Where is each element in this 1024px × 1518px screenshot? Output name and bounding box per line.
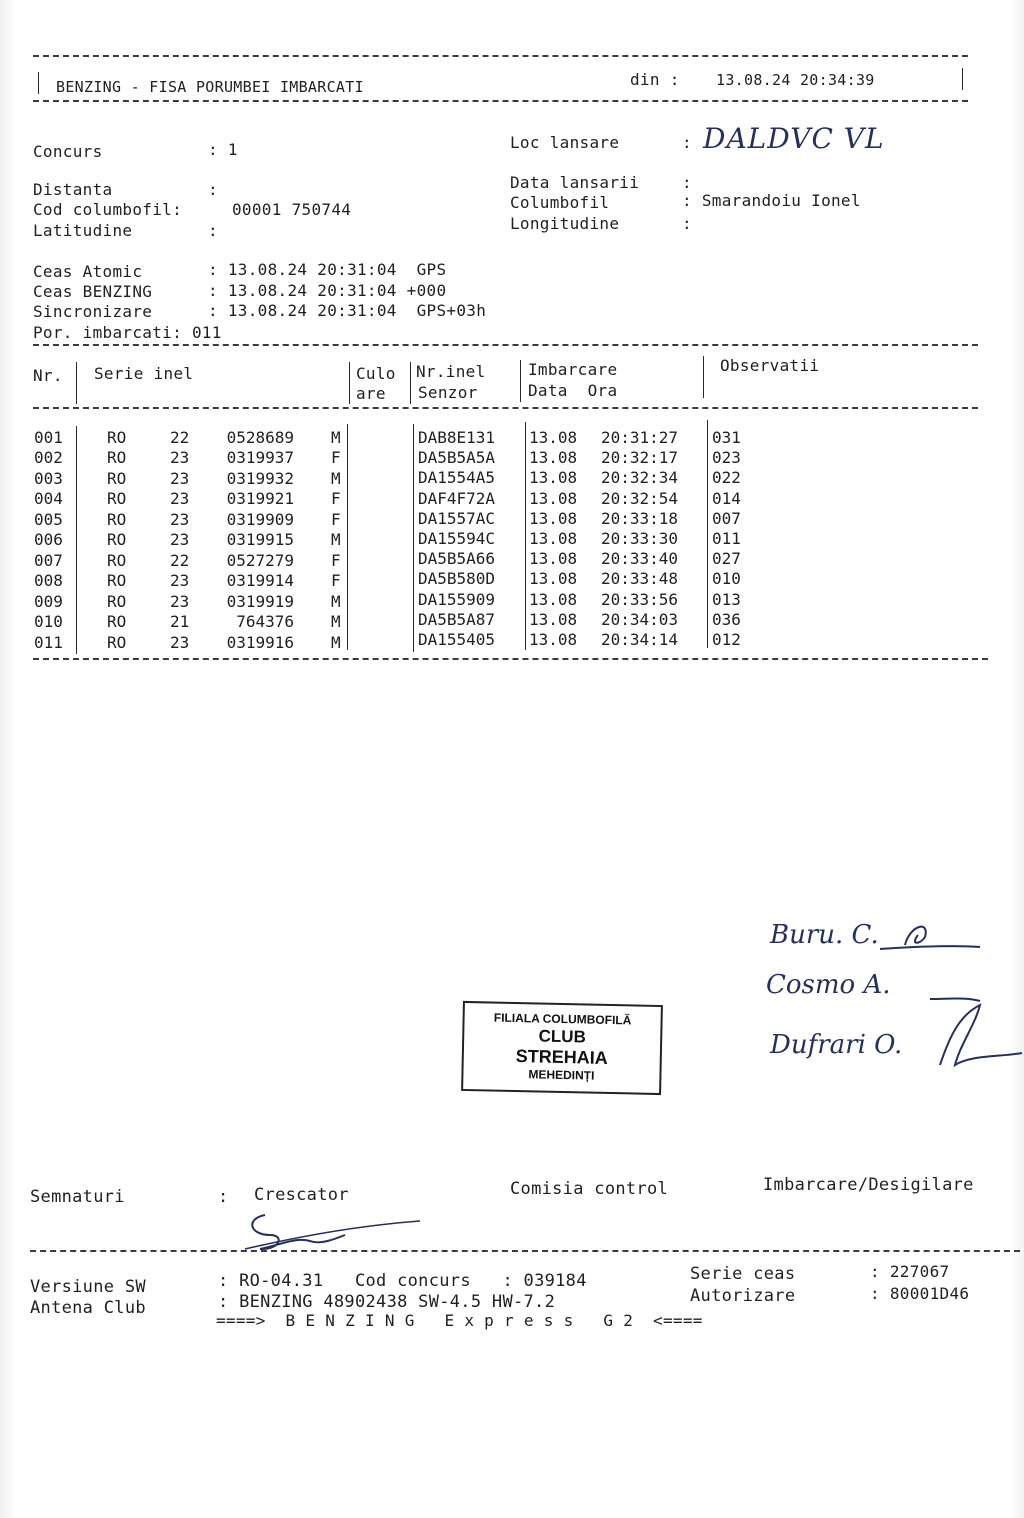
cell-nr: 011 (34, 632, 63, 652)
body-sep-serie (347, 424, 348, 650)
versiune-label: Versiune SW (30, 1277, 146, 1297)
cell-tara: RO (107, 571, 127, 591)
semnaturi-label: Semnaturi (30, 1187, 125, 1207)
signature-1-underline (880, 946, 980, 949)
cell-an: 23 (170, 489, 190, 509)
columbofil-value: : Smarandoiu Ionel (682, 191, 861, 210)
benzing-express-line: ====> B E N Z I N G E x p r e s s G 2 <==== (216, 1311, 703, 1330)
signature-3-mark (940, 1005, 1022, 1065)
table-row (0, 489, 1000, 510)
comisia-label: Comisia control (510, 1179, 669, 1199)
cell-senzor: DAB8E131 (418, 428, 496, 447)
cell-senzor: DA1557AC (418, 508, 496, 528)
col-header-culoare-1: Culo (356, 364, 396, 383)
cell-inel: 0319921 (226, 489, 294, 509)
loc-lansare-label: Loc lansare (510, 133, 620, 152)
cell-senzor: DA155405 (418, 630, 496, 649)
cell-observatii: 031 (712, 428, 741, 447)
distanta-label: Distanta (33, 180, 113, 199)
footer-top-rule (30, 1250, 1020, 1252)
cell-senzor: DA155909 (418, 589, 496, 609)
cell-tara: RO (107, 428, 127, 447)
table-row (0, 551, 1000, 572)
cell-an: 23 (170, 448, 190, 468)
concurs-value: : 1 (208, 140, 238, 159)
cell-ora: 20:32:54 (601, 488, 679, 508)
cell-tara: RO (107, 448, 127, 468)
cell-inel: 0319919 (226, 591, 294, 611)
table-row (0, 609, 1000, 633)
cell-data: 13.08 (529, 609, 578, 629)
cell-observatii: 022 (712, 468, 741, 488)
cell-senzor: DA5B5A87 (418, 609, 496, 629)
cell-inel: 0319916 (226, 632, 294, 652)
cell-an: 23 (170, 509, 190, 529)
table-bottom-rule (33, 658, 988, 660)
header-din-value: 13.08.24 20:34:39 (716, 71, 875, 89)
header-din-label: din : (630, 70, 680, 89)
col-header-serie-inel: Serie inel (94, 364, 194, 383)
cell-nr: 006 (34, 530, 63, 550)
cell-senzor: DA1554A5 (418, 468, 496, 488)
table-body (0, 0, 1024, 700)
cell-data: 13.08 (529, 488, 578, 508)
cell-nr: 001 (34, 428, 63, 447)
cell-data: 13.08 (529, 468, 578, 488)
cell-ora: 20:33:18 (601, 508, 679, 528)
ceas-atomic-value: : 13.08.24 20:31:04 GPS (208, 260, 447, 279)
cell-an: 23 (170, 468, 190, 488)
cell-ora: 20:33:30 (601, 529, 679, 548)
cell-data: 13.08 (529, 630, 578, 649)
cell-sex: F (331, 550, 341, 570)
antena-label: Antena Club (30, 1298, 146, 1318)
cell-sex: F (331, 489, 341, 509)
cell-observatii: 036 (712, 609, 741, 629)
table-row (0, 530, 1000, 551)
cell-tara: RO (107, 632, 127, 652)
cell-senzor: DA5B5A5A (418, 448, 496, 468)
cell-data: 13.08 (529, 448, 578, 468)
cell-inel: 0319914 (226, 571, 294, 591)
body-sep-imbarcare (707, 420, 708, 648)
cell-inel: 0527279 (226, 550, 294, 570)
imbarcare-desigilare-label: Imbarcare/Desigilare (763, 1175, 974, 1195)
cell-data: 13.08 (529, 549, 578, 569)
stamp-line-2: CLUB (538, 1026, 587, 1047)
crescator-label: Crescator (254, 1185, 349, 1205)
cell-an: 22 (170, 550, 190, 570)
table-row (0, 510, 1000, 531)
versiune-value: : RO-04.31 Cod concurs : 039184 (218, 1271, 587, 1291)
signature-1: Buru. C. (770, 920, 879, 950)
cell-nr: 004 (34, 489, 63, 509)
signature-2-underline (930, 999, 980, 1002)
cell-senzor: DA15594C (418, 529, 496, 548)
semnaturi-colon: : (218, 1187, 229, 1207)
cell-sex: F (331, 571, 341, 591)
cell-ora: 20:32:34 (601, 468, 679, 488)
cell-ora: 20:34:03 (601, 609, 679, 629)
col-header-nr-inel-2: Senzor (418, 383, 478, 402)
cell-inel: 0319937 (226, 448, 294, 468)
cell-an: 21 (170, 612, 190, 632)
cell-tara: RO (107, 468, 127, 488)
cell-ora: 20:33:48 (601, 569, 679, 589)
cell-nr: 002 (34, 448, 63, 468)
cell-data: 13.08 (529, 569, 578, 589)
signature-2: Cosmo A. (766, 970, 891, 1000)
concurs-label: Concurs (33, 142, 103, 161)
cell-ora: 20:32:17 (601, 448, 679, 468)
cell-ora: 20:33:40 (601, 549, 679, 569)
longitudine-colon: : (682, 214, 692, 233)
cell-tara: RO (107, 530, 127, 550)
cell-sex: M (331, 468, 341, 488)
cell-senzor: DAF4F72A (418, 488, 496, 508)
cell-data: 13.08 (529, 428, 578, 447)
col-header-culoare-2: are (356, 384, 386, 403)
por-imbarcati-label: Por. imbarcati: 011 (33, 323, 222, 342)
cell-tara: RO (107, 509, 127, 529)
cell-data: 13.08 (529, 508, 578, 528)
serie-ceas-value: : 227067 (870, 1262, 950, 1281)
cell-sex: F (331, 448, 341, 468)
sincronizare-label: Sincronizare (33, 302, 153, 321)
cell-inel: 0319932 (226, 468, 294, 488)
cell-an: 22 (170, 428, 190, 447)
ceas-atomic-label: Ceas Atomic (33, 262, 143, 281)
cell-senzor: DA5B5A66 (418, 549, 496, 569)
latitudine-colon: : (208, 221, 218, 240)
cell-an: 23 (170, 530, 190, 550)
cell-tara: RO (107, 550, 127, 570)
cell-observatii: 012 (712, 630, 741, 649)
col-header-imbarcare-2: Data Ora (528, 381, 618, 400)
loc-lansare-colon: : (682, 133, 692, 152)
longitudine-label: Longitudine (510, 214, 620, 233)
col-header-imbarcare-1: Imbarcare (528, 360, 618, 379)
ceas-benzing-value: : 13.08.24 20:31:04 +000 (208, 281, 447, 300)
ceas-benzing-label: Ceas BENZING (33, 282, 153, 301)
crescator-signature (225, 1205, 425, 1265)
cell-observatii: 010 (712, 569, 741, 589)
cell-data: 13.08 (529, 529, 578, 548)
cell-inel: 764376 (236, 612, 294, 632)
cell-sex: M (331, 530, 341, 550)
stamp-line-1: FILIALA COLUMBOFILĂ (493, 1010, 632, 1028)
cell-nr: 008 (34, 571, 63, 591)
cell-an: 23 (170, 591, 190, 611)
cod-columbofil-label: Cod columbofil: (33, 200, 182, 219)
cell-nr: 009 (34, 591, 63, 611)
cell-ora: 20:33:56 (601, 589, 679, 609)
body-sep-senzor (525, 422, 526, 650)
cell-observatii: 011 (712, 529, 741, 548)
cell-senzor: DA5B580D (418, 569, 496, 589)
cell-inel: 0319915 (226, 530, 294, 550)
cell-sex: M (331, 632, 341, 652)
body-sep-nr (76, 426, 77, 654)
cell-observatii: 027 (712, 549, 741, 569)
cell-inel: 0528689 (226, 428, 294, 447)
cell-sex: M (331, 428, 341, 447)
serie-ceas-label: Serie ceas (690, 1264, 796, 1284)
loc-lansare-handwritten: DALDVC VL (703, 122, 885, 155)
table-row (0, 428, 1000, 449)
table-row (0, 589, 1000, 613)
cell-nr: 007 (34, 550, 63, 570)
cod-columbofil-value: 00001 750744 (232, 200, 352, 219)
table-row (0, 448, 1000, 469)
cell-observatii: 013 (712, 589, 741, 609)
cell-nr: 010 (34, 612, 63, 632)
cell-an: 23 (170, 632, 190, 652)
col-header-nr: Nr. (33, 366, 63, 385)
table-row (0, 469, 1000, 490)
cell-observatii: 014 (712, 488, 741, 508)
cell-sex: M (331, 612, 341, 632)
club-stamp (461, 1001, 663, 1095)
cell-inel: 0319909 (226, 509, 294, 529)
cell-observatii: 023 (712, 448, 741, 468)
header-title: BENZING - FISA PORUMBEI IMBARCATI (56, 78, 364, 96)
cell-ora: 20:34:14 (601, 630, 679, 649)
signature-3: Dufrari O. (770, 1030, 903, 1060)
cell-tara: RO (107, 591, 127, 611)
table-row (0, 571, 1000, 592)
cell-observatii: 007 (712, 508, 741, 528)
col-header-nr-inel-1: Nr.inel (416, 362, 486, 381)
cell-tara: RO (107, 612, 127, 632)
cell-sex: M (331, 591, 341, 611)
antena-value: : BENZING 48902438 SW-4.5 HW-7.2 (218, 1292, 556, 1312)
columbofil-label: Columbofil (510, 193, 610, 212)
distanta-colon: : (208, 180, 218, 199)
stamp-line-4: MEHEDINȚI (528, 1067, 595, 1083)
cell-tara: RO (107, 489, 127, 509)
cell-an: 23 (170, 571, 190, 591)
stamp-line-3: STREHAIA (515, 1046, 609, 1068)
data-lansarii-label: Data lansarii (510, 173, 640, 192)
cell-nr: 005 (34, 509, 63, 529)
signature-1-flourish (905, 927, 926, 945)
body-sep-culoare (413, 424, 414, 652)
cell-ora: 20:31:27 (601, 428, 679, 447)
autorizare-value: : 80001D46 (870, 1284, 970, 1303)
cell-sex: F (331, 509, 341, 529)
col-header-observatii: Observatii (720, 356, 820, 375)
autorizare-label: Autorizare (690, 1286, 796, 1306)
table-row (0, 630, 1000, 654)
cell-data: 13.08 (529, 589, 578, 609)
data-lansarii-colon: : (682, 173, 692, 192)
latitudine-label: Latitudine (33, 221, 133, 240)
cell-nr: 003 (34, 468, 63, 488)
sincronizare-value: : 13.08.24 20:31:04 GPS+03h (208, 301, 487, 320)
